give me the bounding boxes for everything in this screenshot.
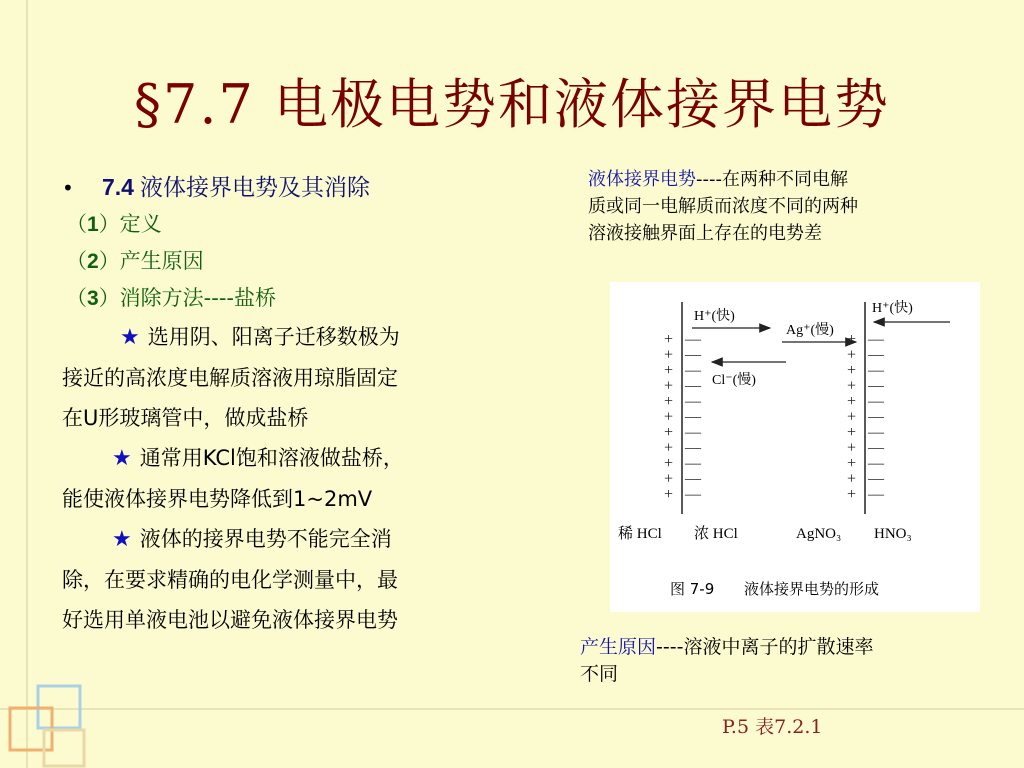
plus-charge: + (664, 486, 674, 503)
star-icon: ★ (112, 446, 132, 471)
minus-charge: — (868, 424, 884, 441)
h-plus-fast-right-label: H⁺(快) (872, 301, 913, 316)
section-heading (62, 168, 532, 206)
page-reference: P.5 表7.2.1 (722, 716, 823, 738)
plus-charge: + (847, 408, 857, 426)
minus-charge: — (868, 346, 884, 364)
figure-caption-number: 图 7-9 (670, 580, 715, 598)
plus-charge: + (664, 331, 674, 348)
agno3-label: AgNO₃ (796, 526, 842, 542)
junction-potential-figure (610, 282, 980, 612)
minus-charge: — (685, 393, 701, 410)
minus-charge: — (685, 362, 701, 379)
point-single-cell: ★ 液体的接界电势不能完全消 除，在要求精确的电化学测量中，最 好选用单液电池以避免液体接界电势 (62, 527, 398, 632)
plus-charge: + (847, 393, 857, 410)
plus-charge: + (664, 439, 674, 457)
minus-charge: — (685, 455, 701, 472)
plus-charge: + (664, 470, 674, 488)
minus-charge: — (685, 470, 701, 488)
plus-charge: + (664, 455, 674, 472)
dilute-hcl-label: 稀 HCl (618, 526, 662, 542)
section-number: 7.4 (102, 174, 134, 200)
plus-charge: + (847, 331, 857, 348)
cause-term: 产生原因 (580, 636, 657, 658)
left-charges (664, 331, 702, 503)
plus-charge: + (664, 377, 674, 395)
corner-decoration (0, 680, 90, 768)
ag-plus-slow-label: Ag⁺(慢) (786, 323, 834, 338)
section-heading-text: 液体接界电势及其消除 (139, 175, 370, 201)
page-title: §7.7 电极电势和液体接界电势 (133, 73, 891, 136)
plus-charge: + (847, 439, 857, 457)
point-kcl: ★ 通常用KCl饱和溶液做盐桥， 能使液体接界电势降低到1~2mV (62, 446, 404, 511)
minus-charge: — (685, 424, 701, 441)
minus-charge: — (685, 486, 701, 503)
definition-text: 液体接界电势----在两种不同电解 质或同一电解质而浓度不同的两种 溶液接触界面上存在的电势差 (588, 169, 858, 244)
minus-charge: — (685, 439, 701, 457)
hno3-label: HNO₃ (874, 526, 912, 542)
h-plus-fast-label: H⁺(快) (694, 309, 735, 324)
minus-charge: — (868, 408, 884, 426)
conc-hcl-label: 浓 HCl (694, 526, 738, 542)
minus-charge: — (685, 331, 701, 348)
right-charges (847, 331, 885, 503)
plus-charge: + (664, 393, 674, 410)
plus-charge: + (847, 377, 857, 395)
definition-term: 液体接界电势 (588, 169, 696, 190)
background-horizontal-line (0, 708, 1024, 710)
plus-charge: + (847, 424, 857, 441)
minus-charge: — (868, 470, 884, 488)
plus-charge: + (664, 424, 674, 441)
minus-charge: — (868, 377, 884, 395)
left-content (62, 168, 532, 640)
cause-text: 产生原因----溶液中离子的扩散速率 不同 (580, 636, 874, 685)
bullet-icon: • (62, 176, 74, 200)
list-item-elimination: （3）消除方法----盐桥 (66, 286, 276, 310)
list-item-definition: （1）定义 (66, 212, 162, 236)
figure-caption-text: 液体接界电势的形成 (744, 580, 880, 598)
minus-charge: — (868, 331, 884, 348)
plus-charge: + (664, 346, 674, 364)
minus-charge: — (868, 362, 884, 379)
star-icon: ★ (120, 325, 140, 350)
minus-charge: — (685, 408, 701, 426)
minus-charge: — (868, 455, 884, 472)
star-icon: ★ (112, 527, 132, 552)
point-salt-bridge: ★ 选用阴、阳离子迁移数极为 接近的高浓度电解质溶液用琼脂固定 在U形玻璃管中，做成盐桥 (62, 325, 400, 430)
minus-charge: — (868, 393, 884, 410)
minus-charge: — (685, 377, 701, 395)
minus-charge: — (868, 486, 884, 503)
plus-charge: + (664, 362, 674, 379)
cl-minus-slow-label: Cl⁻(慢) (712, 373, 756, 388)
minus-charge: — (685, 346, 701, 364)
plus-charge: + (847, 486, 857, 503)
plus-charge: + (847, 346, 857, 364)
plus-charge: + (664, 408, 674, 426)
plus-charge: + (847, 362, 857, 379)
plus-charge: + (847, 470, 857, 488)
list-item-cause: （2）产生原因 (66, 249, 204, 273)
minus-charge: — (868, 439, 884, 457)
plus-charge: + (847, 455, 857, 472)
figure-diagram (610, 282, 980, 612)
